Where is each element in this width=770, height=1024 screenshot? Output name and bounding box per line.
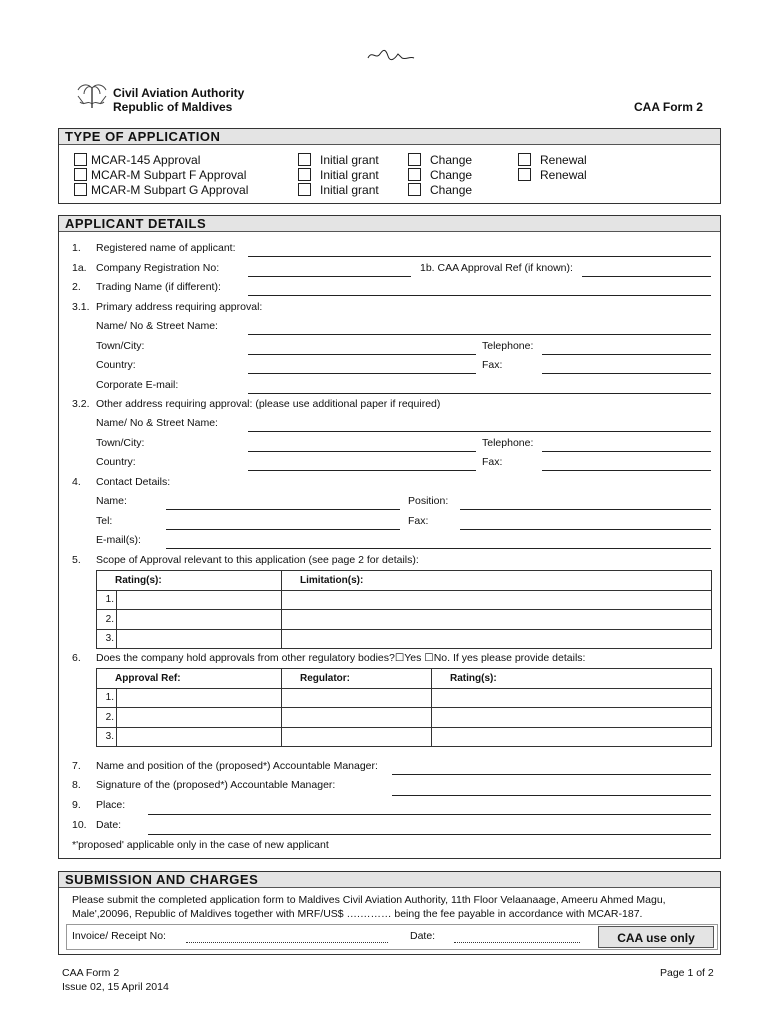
contact-tel-field[interactable] — [166, 529, 400, 530]
contact-position-field[interactable] — [460, 509, 711, 510]
table-row — [97, 571, 712, 591]
other-telephone-field[interactable] — [542, 451, 711, 452]
mcarm-g-initial-label: Initial grant — [320, 183, 379, 197]
q2-num: 2. — [72, 281, 81, 293]
other-country-label: Country: — [96, 456, 136, 468]
org-name: Civil Aviation Authority — [113, 86, 245, 100]
other-street-label: Name/ No & Street Name: — [96, 417, 218, 429]
caa-approval-ref-field[interactable] — [582, 276, 711, 277]
rating-cell[interactable] — [117, 590, 282, 610]
table-row — [97, 669, 712, 689]
primary-country-label: Country: — [96, 359, 136, 371]
mcar145-initial-label: Initial grant — [320, 153, 379, 167]
other-street-field[interactable] — [248, 431, 711, 432]
q2-label: Trading Name (if different): — [96, 281, 221, 293]
table-row — [97, 727, 712, 747]
q9-label: Place: — [96, 799, 126, 811]
form-name: CAA Form 2 — [634, 100, 703, 114]
regulator-header: Regulator: — [282, 669, 432, 689]
q10-label: Date: — [96, 819, 122, 831]
q6-num: 6. — [72, 652, 81, 664]
checkbox-mcar145-change[interactable] — [408, 153, 421, 166]
signature-field[interactable] — [392, 795, 711, 796]
primary-telephone-field[interactable] — [542, 354, 711, 355]
q9-num: 9. — [72, 799, 81, 811]
other-fax-field[interactable] — [542, 470, 711, 471]
row-number: 3. — [97, 629, 117, 649]
q1b-label: 1b. CAA Approval Ref (if known): — [420, 262, 573, 274]
primary-fax-label: Fax: — [482, 359, 503, 371]
ratings-cell[interactable] — [432, 688, 712, 708]
q5-label: Scope of Approval relevant to this application (see page 2 for details): — [96, 554, 419, 566]
row-number: 1. — [97, 688, 117, 708]
checkbox-mcar145[interactable] — [74, 153, 87, 166]
table-row — [97, 610, 712, 630]
other-telephone-label: Telephone: — [482, 437, 534, 449]
primary-town-label: Town/City: — [96, 340, 145, 352]
q1a-num: 1a. — [72, 262, 87, 274]
company-reg-field[interactable] — [248, 276, 411, 277]
contact-name-field[interactable] — [166, 509, 400, 510]
primary-telephone-label: Telephone: — [482, 340, 534, 352]
other-approvals-table — [96, 668, 712, 747]
rating-cell[interactable] — [117, 610, 282, 630]
rating-cell[interactable] — [117, 629, 282, 649]
footer-form: CAA Form 2 — [62, 967, 120, 979]
table-row — [97, 590, 712, 610]
corporate-email-field[interactable] — [248, 393, 711, 394]
approval-ref-cell[interactable] — [117, 688, 282, 708]
submission-title: SUBMISSION AND CHARGES — [59, 872, 720, 888]
accountable-manager-field[interactable] — [392, 774, 711, 775]
submission-text-line1: Please submit the completed application form to Maldives Civil Aviation Authority, 11th Floor Velaanaage, Ameeru Ahmed Magu, — [72, 894, 666, 906]
trading-name-field[interactable] — [248, 295, 711, 296]
q10-num: 10. — [72, 819, 87, 831]
footer-issue: Issue 02, 15 April 2014 — [62, 981, 169, 993]
q1-num: 1. — [72, 242, 81, 254]
submission-text-line2: Male',20096, Republic of Maldives together with MRF/US$ ….……… being the fee payable in accordance with MCAR-187. — [72, 908, 643, 920]
scope-table — [96, 570, 712, 649]
row-number: 3. — [97, 727, 117, 747]
limitation-header: Limitation(s): — [282, 571, 712, 591]
q32-num: 3.2. — [72, 398, 90, 410]
row-number: 2. — [97, 610, 117, 630]
q4-num: 4. — [72, 476, 81, 488]
invoice-field[interactable] — [186, 942, 388, 943]
q31-label: Primary address requiring approval: — [96, 301, 263, 313]
q6-label: Does the company hold approvals from other regulatory bodies?☐Yes ☐No. If yes please provide details: — [96, 652, 586, 664]
contact-emails-label: E-mail(s): — [96, 534, 141, 546]
registered-name-field[interactable] — [248, 256, 711, 257]
checkbox-mcar145-renewal[interactable] — [518, 153, 531, 166]
q32-label: Other address requiring approval: (please use additional paper if required) — [96, 398, 441, 410]
place-field[interactable] — [148, 814, 711, 815]
limitation-cell[interactable] — [282, 590, 712, 610]
contact-fax-field[interactable] — [460, 529, 711, 530]
corporate-email-label: Corporate E-mail: — [96, 379, 179, 391]
contact-position-label: Position: — [408, 495, 449, 507]
invoice-label: Invoice/ Receipt No: — [72, 930, 166, 942]
mcarm-f-change-label: Change — [430, 168, 473, 182]
other-town-field[interactable] — [248, 451, 476, 452]
regulator-cell[interactable] — [282, 727, 432, 747]
approval-ref-cell[interactable] — [117, 727, 282, 747]
contact-emails-field[interactable] — [166, 548, 711, 549]
checkbox-mcarm-g-initial[interactable] — [298, 183, 311, 196]
approval-ref-cell[interactable] — [117, 708, 282, 728]
type-of-application-title: TYPE OF APPLICATION — [59, 129, 720, 145]
checkbox-mcar145-initial[interactable] — [298, 153, 311, 166]
applicant-details-title: APPLICANT DETAILS — [59, 216, 720, 232]
caa-use-only-badge: CAA use only — [598, 926, 714, 948]
signature-scribble — [366, 46, 416, 71]
primary-street-field[interactable] — [248, 334, 711, 335]
checkbox-mcarm-g[interactable] — [74, 183, 87, 196]
checkbox-mcarm-f-initial[interactable] — [298, 168, 311, 181]
q8-label: Signature of the (proposed*) Accountable Manager: — [96, 779, 336, 791]
table-row — [97, 629, 712, 649]
mcarm-g-label: MCAR-M Subpart G Approval — [91, 183, 249, 197]
q7-label: Name and position of the (proposed*) Accountable Manager: — [96, 760, 378, 772]
primary-country-field[interactable] — [248, 373, 476, 374]
q8-num: 8. — [72, 779, 81, 791]
date-field[interactable] — [148, 834, 711, 835]
row-number: 2. — [97, 708, 117, 728]
limitation-cell[interactable] — [282, 629, 712, 649]
checkbox-mcarm-f-renewal[interactable] — [518, 168, 531, 181]
mcarm-g-change-label: Change — [430, 183, 473, 197]
checkbox-mcarm-g-change[interactable] — [408, 183, 421, 196]
other-country-field[interactable] — [248, 470, 476, 471]
approval-ref-header: Approval Ref: — [97, 669, 282, 689]
table-row — [97, 688, 712, 708]
q7-num: 7. — [72, 760, 81, 772]
q1-label: Registered name of applicant: — [96, 242, 236, 254]
table-row — [97, 708, 712, 728]
rating-header: Rating(s): — [97, 571, 282, 591]
q4-label: Contact Details: — [96, 476, 171, 488]
mcarm-f-label: MCAR-M Subpart F Approval — [91, 168, 247, 182]
row-number: 1. — [97, 590, 117, 610]
proposed-note: *'proposed' applicable only in the case of new applicant — [72, 839, 329, 851]
primary-street-label: Name/ No & Street Name: — [96, 320, 218, 332]
contact-tel-label: Tel: — [96, 515, 113, 527]
mcarm-f-renewal-label: Renewal — [540, 168, 587, 182]
q5-num: 5. — [72, 554, 81, 566]
q1a-label: Company Registration No: — [96, 262, 220, 274]
mcar145-change-label: Change — [430, 153, 473, 167]
emblem-icon — [74, 80, 110, 117]
primary-town-field[interactable] — [248, 354, 476, 355]
mcar145-label: MCAR-145 Approval — [91, 153, 201, 167]
limitation-cell[interactable] — [282, 610, 712, 630]
other-fax-label: Fax: — [482, 456, 503, 468]
mcar145-renewal-label: Renewal — [540, 153, 587, 167]
contact-fax-label: Fax: — [408, 515, 429, 527]
footer-page: Page 1 of 2 — [660, 967, 714, 979]
invoice-date-label: Date: — [410, 930, 436, 942]
ratings-cell[interactable] — [432, 708, 712, 728]
q31-num: 3.1. — [72, 301, 90, 313]
primary-fax-field[interactable] — [542, 373, 711, 374]
ratings-cell[interactable] — [432, 727, 712, 747]
regulator-cell[interactable] — [282, 708, 432, 728]
org-country: Republic of Maldives — [113, 100, 233, 114]
ratings-header: Rating(s): — [432, 669, 712, 689]
regulator-cell[interactable] — [282, 688, 432, 708]
mcarm-f-initial-label: Initial grant — [320, 168, 379, 182]
invoice-date-field[interactable] — [454, 942, 580, 943]
checkbox-mcarm-f[interactable] — [74, 168, 87, 181]
checkbox-mcarm-f-change[interactable] — [408, 168, 421, 181]
other-town-label: Town/City: — [96, 437, 145, 449]
contact-name-label: Name: — [96, 495, 127, 507]
